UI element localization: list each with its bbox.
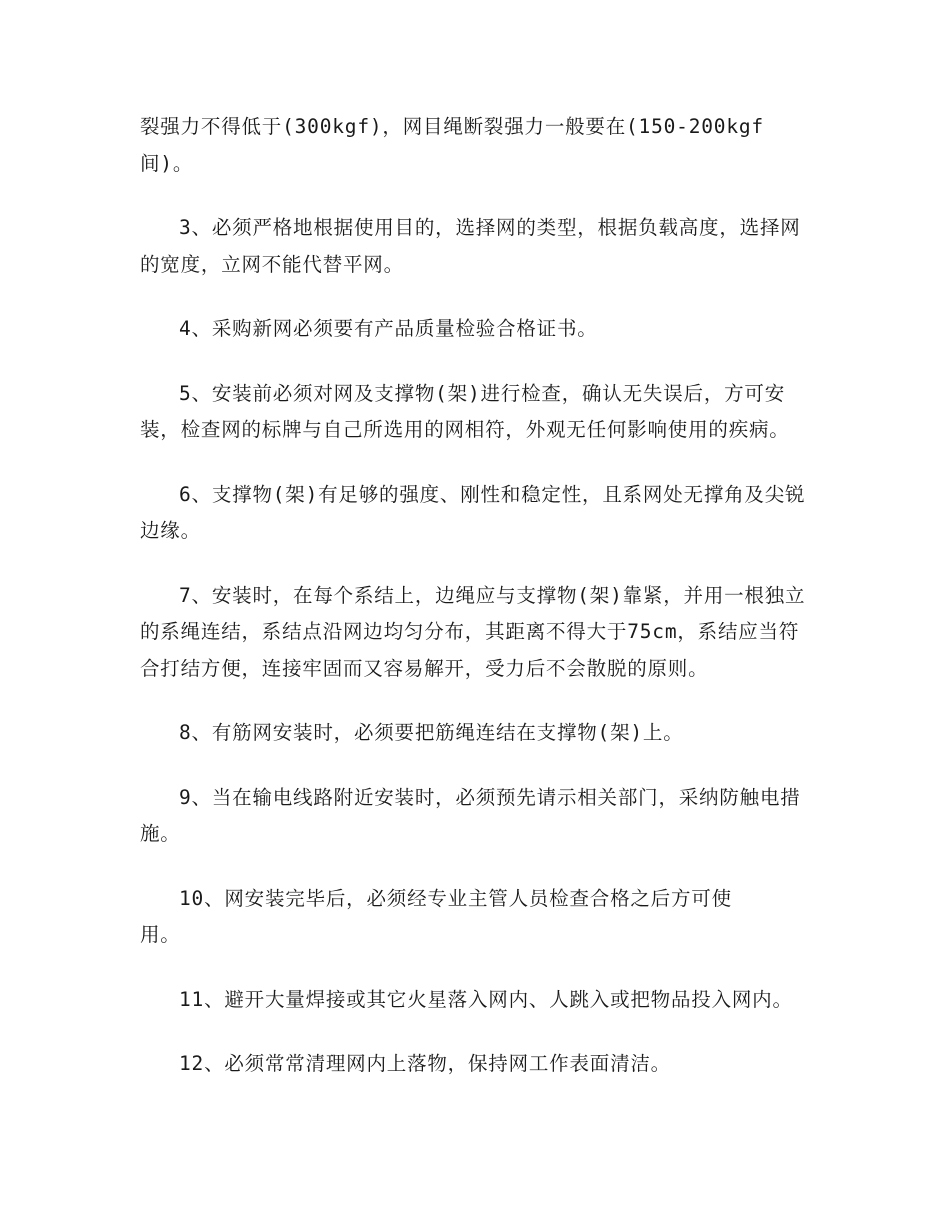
paragraph-item-7: 7、安装时，在每个系结上，边绳应与支撑物(架)靠紧，并用一根独立的系绳连结，系结点沿网边均匀分布，其距离不得大于75cm，系结应当符合打结方便，连接牢固而又容易解开，受力后不会散脱的原则。 (140, 583, 806, 680)
paragraph-item-5: 5、安装前必须对网及支撑物(架)进行检查，确认无失误后，方可安装，检查网的标牌与自己所选用的网相符，外观无任何影响使用的疾病。 (140, 381, 790, 441)
paragraph-item-11: 11、避开大量焊接或其它火星落入网内、人跳入或把物品投入网内。 (179, 987, 793, 1011)
paragraph-item-6: 6、支撑物(架)有足够的强度、刚性和稳定性，且系网处无撑角及尖锐边缘。 (140, 482, 806, 542)
paragraph-item-4: 4、采购新网必须要有产品质量检验合格证书。 (179, 317, 598, 340)
paragraph-item-8: 8、有筋网安装时，必须要把筋绳连结在支撑物(架)上。 (179, 721, 684, 744)
paragraph-item-3: 3、必须严格地根据使用目的，选择网的类型，根据负载高度，选择网的宽度，立网不能代替平网。 (140, 216, 801, 276)
paragraph-continuation: 裂强力不得低于(300kgf)，网目绳断裂强力一般要在(150-200kgf 间)。 (140, 115, 764, 175)
paragraph-item-10: 10、网安装完毕后，必须经专业主管人员检查合格之后方可使 用。 (140, 886, 732, 946)
paragraph-item-12: 12、必须常常清理网内上落物，保持网工作表面清洁。 (179, 1052, 671, 1075)
paragraph-item-9: 9、当在输电线路附近安装时，必须预先请示相关部门，采纳防触电措施。 (140, 785, 801, 845)
document-page (140, 109, 810, 1083)
